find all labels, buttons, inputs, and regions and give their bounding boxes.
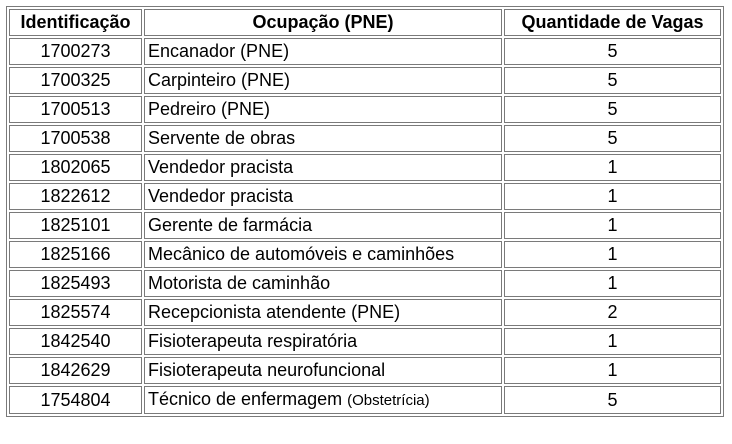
cell-identificacao: 1700325 [9,67,142,94]
cell-quantidade: 1 [504,212,721,239]
table-body [9,38,721,414]
cell-ocupacao [144,125,502,152]
ocupacao-text: Recepcionista atendente (PNE) [148,302,401,322]
cell-identificacao: 1700513 [9,96,142,123]
ocupacao-text: Técnico de enfermagem [148,389,343,409]
cell-ocupacao [144,38,502,65]
table-row [9,96,721,123]
cell-identificacao: 1700273 [9,38,142,65]
header-ocupacao: Ocupação (PNE) [144,9,502,36]
cell-identificacao: 1700538 [9,125,142,152]
ocupacao-text: Pedreiro (PNE) [148,99,271,119]
header-identificacao: Identificação [9,9,142,36]
cell-ocupacao [144,328,502,355]
cell-ocupacao [144,183,502,210]
table-row [9,38,721,65]
cell-ocupacao [144,299,502,326]
cell-identificacao: 1825574 [9,299,142,326]
table-row [9,357,721,384]
ocupacao-text: Vendedor pracista [148,157,294,177]
ocupacao-text: Gerente de farmácia [148,215,313,235]
table-row [9,183,721,210]
table-row [9,241,721,268]
cell-quantidade: 1 [504,241,721,268]
cell-quantidade: 1 [504,328,721,355]
table-row [9,125,721,152]
cell-identificacao: 1754804 [9,386,142,414]
cell-quantidade: 1 [504,183,721,210]
cell-quantidade: 1 [504,357,721,384]
header-quantidade: Quantidade de Vagas [504,9,721,36]
cell-ocupacao [144,212,502,239]
cell-quantidade: 5 [504,386,721,414]
cell-identificacao: 1842629 [9,357,142,384]
ocupacao-text: Mecânico de automóveis e caminhões [148,244,455,264]
cell-identificacao: 1842540 [9,328,142,355]
table-row [9,154,721,181]
ocupacao-text: Encanador (PNE) [148,41,290,61]
table-row [9,299,721,326]
cell-quantidade: 2 [504,299,721,326]
ocupacao-text: Vendedor pracista [148,186,294,206]
header-row [9,9,721,36]
cell-identificacao: 1825493 [9,270,142,297]
cell-identificacao: 1822612 [9,183,142,210]
cell-quantidade: 5 [504,96,721,123]
job-openings-table [6,6,724,417]
cell-ocupacao [144,154,502,181]
cell-ocupacao [144,241,502,268]
cell-ocupacao [144,357,502,384]
cell-ocupacao [144,270,502,297]
cell-quantidade: 5 [504,125,721,152]
cell-ocupacao [144,386,502,414]
cell-quantidade: 5 [504,67,721,94]
cell-ocupacao [144,67,502,94]
cell-ocupacao [144,96,502,123]
ocupacao-text: Servente de obras [148,128,296,148]
job-table-container [6,6,724,417]
cell-identificacao: 1825101 [9,212,142,239]
ocupacao-text: Motorista de caminhão [148,273,331,293]
cell-identificacao: 1802065 [9,154,142,181]
table-row [9,270,721,297]
ocupacao-note: (Obstetrícia) [347,392,430,409]
table-row [9,386,721,414]
ocupacao-text: Fisioterapeuta neurofuncional [148,360,386,380]
cell-quantidade: 1 [504,154,721,181]
table-row [9,328,721,355]
ocupacao-text: Fisioterapeuta respiratória [148,331,358,351]
ocupacao-text: Carpinteiro (PNE) [148,70,291,90]
cell-identificacao: 1825166 [9,241,142,268]
cell-quantidade: 1 [504,270,721,297]
cell-quantidade: 5 [504,38,721,65]
table-row [9,67,721,94]
table-row [9,212,721,239]
